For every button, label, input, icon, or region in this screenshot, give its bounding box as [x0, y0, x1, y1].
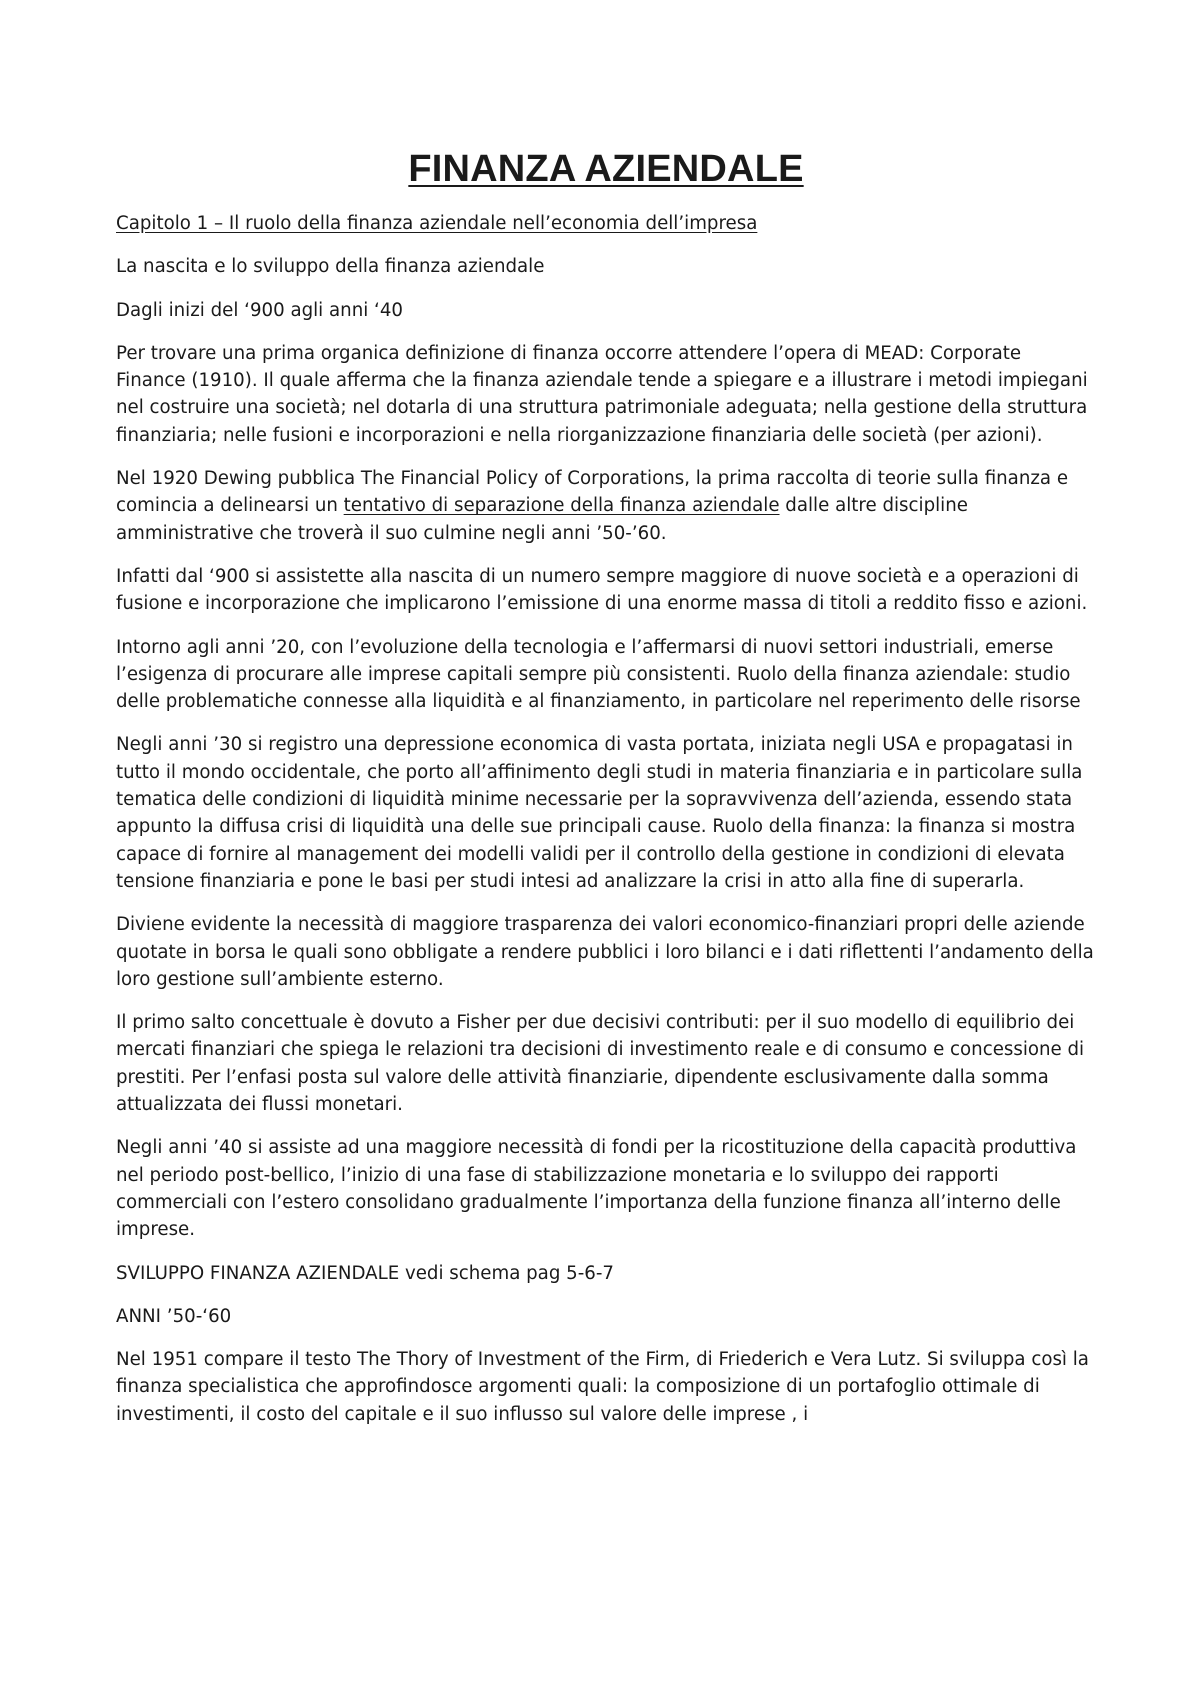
schema-note: SVILUPPO FINANZA AZIENDALE vedi schema pag 5-6-7	[116, 1262, 614, 1284]
paragraph-anni-30: Negli anni ’30 si registro una depressione economica di vasta portata, iniziata negli USA e propagatasi in tutto il mondo occidentale, che porto all’affinimento degli studi in materia finanziaria e in particolare sulla tematica delle condizioni di liquidità minime necessarie per la sopravvivenza dell’azienda, essendo stata appunto la diffusa crisi di liquidità una delle sue principali cause. Ruolo della finanza: la finanza si mostra capace di fornire al management dei modelli validi per il controllo della gestione in condizioni di elevata tensione finanziaria e pone le basi per studi intesi ad analizzare la crisi in atto alla fine di superarla.	[116, 734, 1083, 892]
period-heading: Dagli inizi del ‘900 agli anni ‘40	[116, 299, 403, 321]
paragraph-dewing	[116, 465, 1096, 547]
paragraph-900: Infatti dal ‘900 si assistette alla nascita di un numero sempre maggiore di nuove società e a operazioni di fusione e incorporazione che implicarono l’emissione di una enorme massa di titoli a reddito fisso e azioni.	[116, 565, 1088, 615]
paragraph-anni-20: Intorno agli anni ’20, con l’evoluzione della tecnologia e l’affermarsi di nuovi settori industriali, emerse l’esigenza di procurare alle imprese capitali sempre più consistenti. Ruolo della finanza aziendale: studio delle problematiche connesse alla liquidità e al finanziamento, in particolare nel reperimento delle risorse	[116, 636, 1081, 713]
paragraph-dewing-text-before: Nel 1920 Dewing pubblica The Financial Policy of Corporations, la prima raccolta di teorie sulla finanza e comincia a delinearsi un	[116, 468, 1069, 517]
paragraph-anni-40: Negli anni ’40 si assiste ad una maggiore necessità di fondi per la ricostituzione della capacità produttiva nel periodo post-bellico, l’inizio di una fase di stabilizzazione monetaria e lo sviluppo dei rapporti commerciali con l’estero consolidano gradualmente l’importanza della funzione finanza all’interno delle imprese.	[116, 1137, 1077, 1241]
paragraph-lutz: Nel 1951 compare il testo The Thory of Investment of the Firm, di Friederich e Vera Lutz. Si sviluppa così la finanza specialistica che approfindosce argomenti quali: la composizione di un portafoglio ottimale di investimenti, il costo del capitale e il suo influsso sul valore delle imprese , i	[116, 1349, 1089, 1425]
paragraph-trasparenza: Diviene evidente la necessità di maggiore trasparenza dei valori economico-finanziari propri delle aziende quotate in borsa le quali sono obbligate a rendere pubblici i loro bilanci e i dati riflettenti l’andamento della loro gestione sull’ambiente esterno.	[116, 914, 1094, 990]
paragraph-dewing-text-after: dalle altre discipline amministrative che troverà il suo culmine negli anni ’50-’60.	[116, 495, 968, 544]
document-title: FINANZA AZIENDALE	[408, 148, 804, 190]
document-page	[116, 146, 1096, 1444]
section-heading: La nascita e lo sviluppo della finanza aziendale	[116, 256, 545, 278]
paragraph-fisher: Il primo salto concettuale è dovuto a Fisher per due decisivi contributi: per il suo modello di equilibrio dei mercati finanziari che spiega le relazioni tra decisioni di investimento reale e di consumo e concessione di prestiti. Per l’enfasi posta sul valore delle attività finanziarie, dipendente esclusivamente dalla somma attualizzata dei flussi monetari.	[116, 1012, 1085, 1116]
period-heading-50-60: ANNI ’50-‘60	[116, 1305, 232, 1327]
chapter-heading: Capitolo 1 – Il ruolo della finanza aziendale nell’economia dell’impresa	[116, 213, 758, 234]
underlined-phrase: tentativo di separazione della finanza aziendale	[343, 495, 780, 517]
paragraph-mead: Per trovare una prima organica definizione di finanza occorre attendere l’opera di MEAD: Corporate Finance (1910). Il quale afferma che la finanza aziendale tende a spiegare e a illustrare i metodi impiegani nel costruire una società; nel dotarla di una struttura patrimoniale adeguata; nella gestione della struttura finanziaria; nelle fusioni e incorporazioni e nella riorganizzazione finanziaria delle società (per azioni).	[116, 342, 1088, 446]
